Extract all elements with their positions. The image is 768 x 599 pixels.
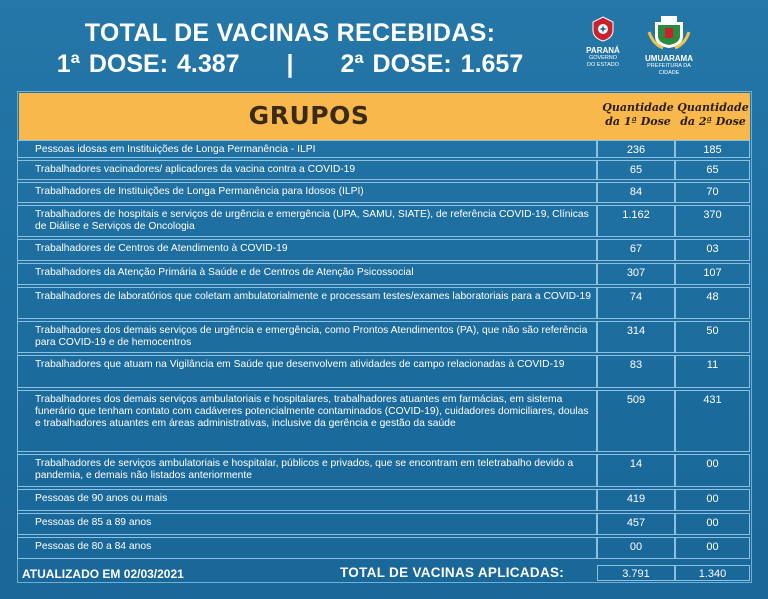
dose2-cell: 70 — [675, 182, 750, 203]
dose1-cell: 509 — [597, 390, 675, 452]
table-row — [17, 263, 750, 285]
dose2-cell: 00 — [675, 513, 750, 535]
dose2-header-line1: Quantidade — [677, 101, 749, 114]
table-row — [17, 205, 750, 237]
dose1-cell: 1.162 — [597, 205, 675, 237]
header-title: TOTAL DE VACINAS RECEBIDAS: — [84, 19, 496, 47]
group-cell: Trabalhadores que atuam na Vigilância em Saúde que desenvolvem atividades de campo relacionadas à COVID-19 — [17, 355, 597, 388]
umuarama-sub: PREFEITURA DA CIDADE — [647, 63, 691, 76]
group-cell: Trabalhadores dos demais serviços de urgência e emergência, como Prontos Atendimentos (PA), que não são referência para COVID-19 e de hemocentros — [17, 321, 597, 353]
total-applied-label: TOTAL DE VACINAS APLICADAS: — [340, 565, 565, 580]
dose2-cell: 107 — [675, 263, 750, 285]
dose1-cell: 307 — [597, 263, 675, 285]
header — [0, 18, 580, 80]
header-doses — [0, 48, 580, 80]
group-cell: Trabalhadores de Instituições de Longa Permanência para Idosos (ILPI) — [17, 182, 597, 203]
dose2-cell: 50 — [675, 321, 750, 353]
dose1-cell: 65 — [597, 160, 675, 180]
parana-crest-icon — [589, 16, 617, 42]
group-cell: Trabalhadores vacinadores/ aplicadores da vacina contra a COVID-19 — [17, 160, 597, 180]
parana-sub1: GOVERNO — [588, 55, 618, 61]
dose2-cell: 03 — [675, 239, 750, 261]
dose2-total: 2ª DOSE: 1.657 — [340, 50, 524, 78]
umuarama-logo — [638, 14, 700, 77]
dose2-cell: 00 — [675, 454, 750, 487]
group-cell: Pessoas de 85 a 89 anos — [17, 513, 597, 535]
table-row — [17, 321, 750, 353]
parana-sub2: DO ESTADO — [587, 62, 619, 68]
table-header — [19, 93, 750, 141]
groups-heading: GRUPOS — [248, 101, 370, 130]
group-cell: Trabalhadores de serviços ambulatoriais e hospitalar, públicos e privados, que se encontram em teletrabalho devido a pandemia, e demais não listados anteriormente — [17, 454, 597, 487]
total-dose1: 3.791 — [597, 565, 675, 581]
table-row — [17, 489, 750, 511]
group-cell: Trabalhadores dos demais serviços ambulatoriais e hospitalares, trabalhadores atuantes em farmácias, em sistema funerário que tenham contato com cadáveres potencialmente contaminados (COVID-19), cuidadores domiciliares, doulas e trabalhadores atuantes em áreas administrativas, inclusive da gerência e gestão da saúde — [17, 390, 597, 452]
table-row — [17, 513, 750, 535]
dose2-cell: 370 — [675, 205, 750, 237]
dose2-cell: 65 — [675, 160, 750, 180]
group-cell: Pessoas de 90 anos ou mais — [17, 489, 597, 511]
dose1-column-header — [601, 101, 675, 129]
dose1-cell: 74 — [597, 287, 675, 319]
dose2-cell: 00 — [675, 537, 750, 559]
dose1-header-line1: Quantidade — [602, 101, 674, 114]
table-row — [17, 355, 750, 388]
table-row — [17, 182, 750, 203]
dose2-cell: 00 — [675, 489, 750, 511]
dose1-cell: 14 — [597, 454, 675, 487]
dose1-cell: 457 — [597, 513, 675, 535]
parana-name: PARANÁ — [586, 46, 620, 55]
table-row — [17, 287, 750, 319]
umuarama-name: UMUARAMA — [645, 54, 693, 63]
group-cell: Pessoas idosas em Instituições de Longa Permanência - ILPI — [17, 140, 597, 158]
dose1-cell: 314 — [597, 321, 675, 353]
dose-separator: | — [286, 50, 294, 78]
dose2-cell: 185 — [675, 140, 750, 158]
group-cell: Trabalhadores da Atenção Primária à Saúde e de Centros de Atenção Psicossocial — [17, 263, 597, 285]
dose1-header-line2: da 1ª Dose — [605, 115, 671, 128]
dose1-cell: 00 — [597, 537, 675, 559]
dose1-cell: 419 — [597, 489, 675, 511]
table-row — [17, 239, 750, 261]
dose2-header-line2: da 2ª Dose — [680, 115, 746, 128]
dose1-cell: 84 — [597, 182, 675, 203]
group-cell: Trabalhadores de laboratórios que coletam ambulatorialmente e processam testes/exames laboratoriais para a COVID-19 — [17, 287, 597, 319]
total-dose2: 1.340 — [675, 565, 750, 581]
dose2-cell: 11 — [675, 355, 750, 388]
group-cell: Trabalhadores de Centros de Atendimento à COVID-19 — [17, 239, 597, 261]
table-row — [17, 140, 750, 158]
table-row — [17, 160, 750, 180]
table-row — [17, 390, 750, 452]
group-cell: Pessoas de 80 a 84 anos — [17, 537, 597, 559]
table-row — [17, 537, 750, 559]
dose1-cell: 67 — [597, 239, 675, 261]
parana-logo — [576, 16, 630, 69]
dose2-cell: 48 — [675, 287, 750, 319]
dose2-cell: 431 — [675, 390, 750, 452]
table-row — [17, 454, 750, 487]
dose2-column-header — [676, 101, 750, 129]
dose1-total: 1ª DOSE: 4.387 — [56, 50, 240, 78]
dose1-cell: 83 — [597, 355, 675, 388]
group-cell: Trabalhadores de hospitais e serviços de urgência e emergência (UPA, SAMU, SIATE), de referência COVID-19, Clínicas de Diálise e Serviços de Oncologia — [17, 205, 597, 237]
dose1-cell: 236 — [597, 140, 675, 158]
umuarama-crest-icon — [647, 14, 691, 50]
updated-date: ATUALIZADO EM 02/03/2021 — [22, 567, 184, 581]
